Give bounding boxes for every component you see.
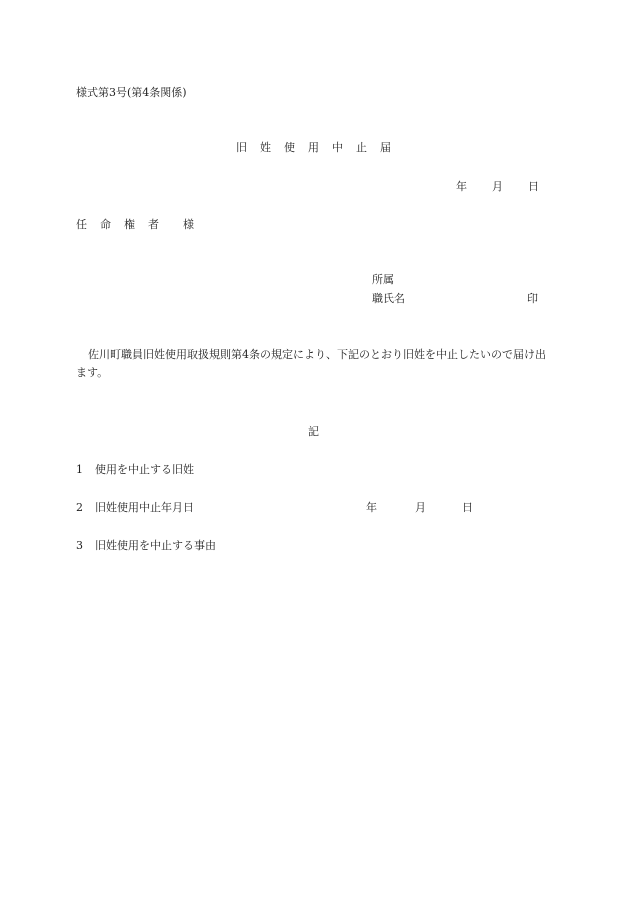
affiliation-label: 所属 [372,273,394,286]
form-number: 様式第3号(第4条関係) [76,86,187,99]
item-number: 3 [76,539,83,552]
stop-date-year-label: 年 [366,501,377,514]
ki-heading: 記 [308,425,319,438]
name-label: 職氏名 [372,292,405,305]
item-text: 旧姓使用中止年月日 [95,501,194,514]
date-day-label: 日 [528,180,539,193]
item-text: 使用を中止する旧姓 [95,463,194,476]
item-number: 2 [76,501,83,514]
item-text: 旧姓使用を中止する事由 [95,539,216,552]
seal-mark: 印 [527,292,538,305]
stop-date-day-label: 日 [462,501,473,514]
addressee: 任命権者 [76,218,172,231]
body-paragraph: 佐川町職員旧姓使用取扱規則第4条の規定により、下記のとおり旧姓を中止したいので届け出ます。 [76,348,546,379]
date-year-label: 年 [456,180,467,193]
stop-date-month-label: 月 [415,501,426,514]
document-title: 旧姓使用中止届 [236,141,404,154]
item-number: 1 [76,463,83,476]
addressee-suffix: 様 [183,218,194,231]
date-month-label: 月 [492,180,503,193]
